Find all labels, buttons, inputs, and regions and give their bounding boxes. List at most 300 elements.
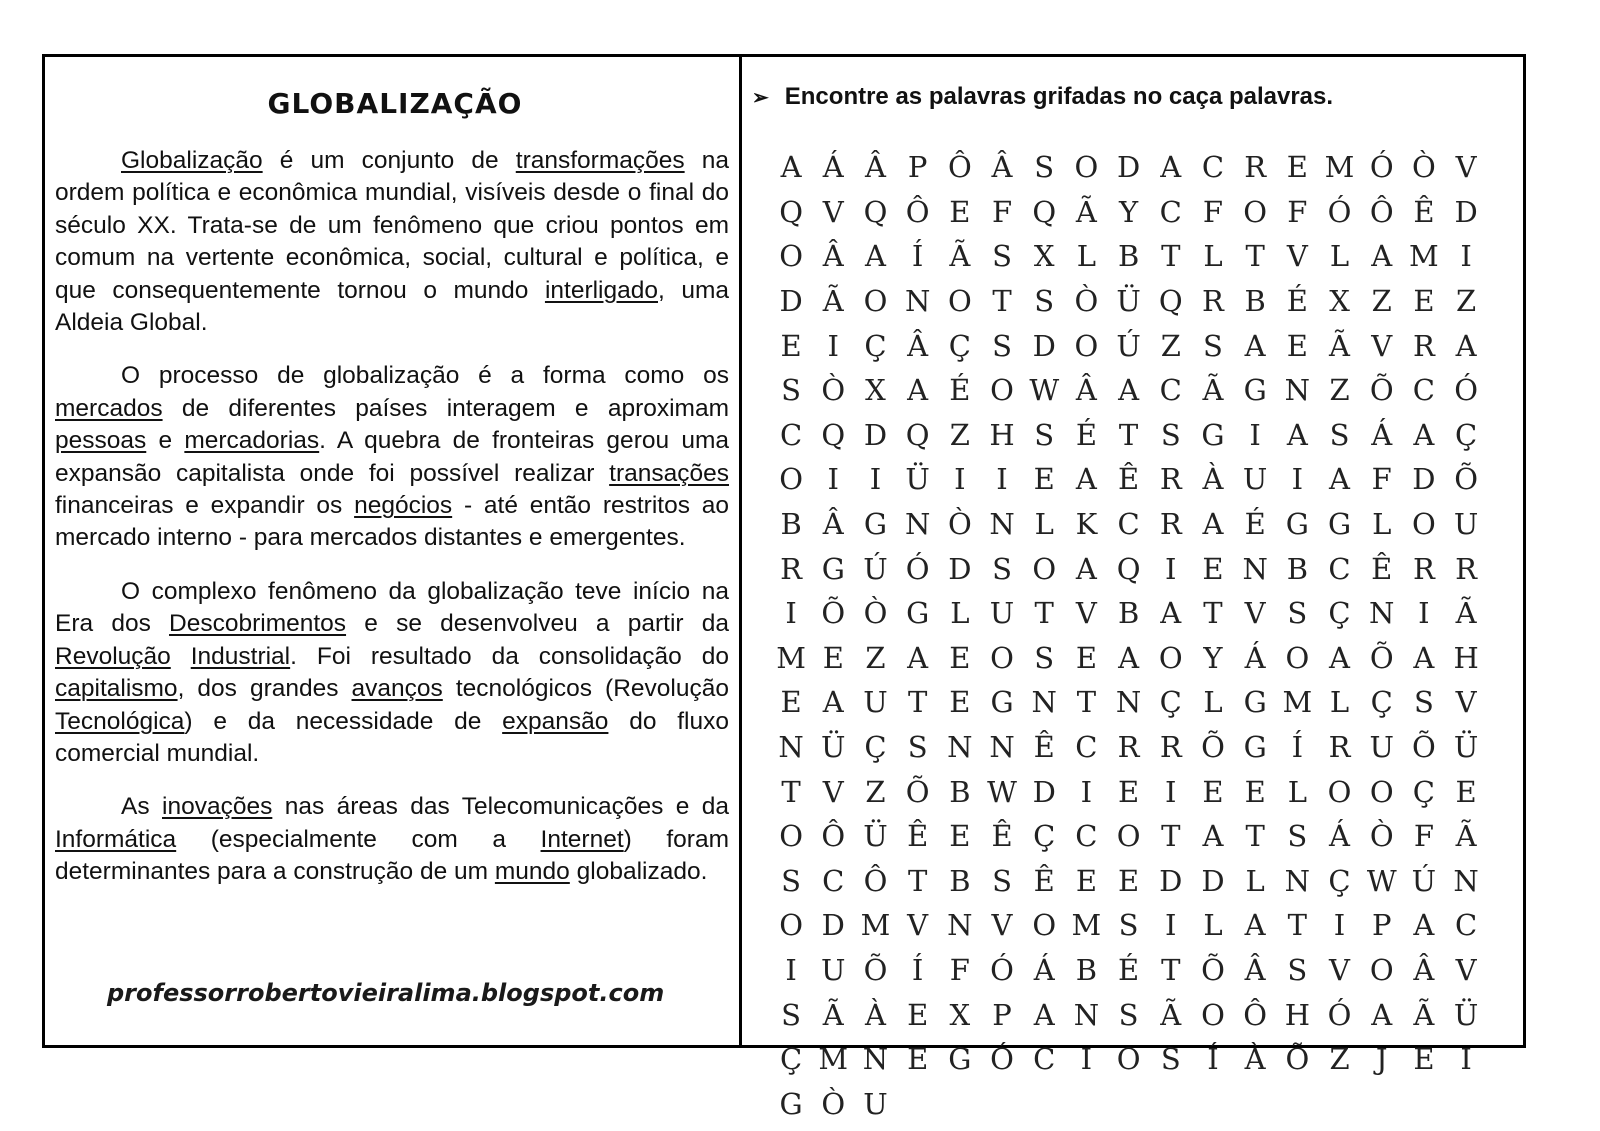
text-run: tecnológicos (Revolução [442, 675, 729, 703]
grid-letter: Z [1371, 284, 1392, 319]
grid-letter: S [1118, 908, 1139, 943]
grid-letter: A [1202, 507, 1224, 542]
grid-letter: Q [821, 417, 846, 452]
grid-letter: Z [949, 417, 970, 452]
underlined-keyword: mercadorias [184, 427, 320, 455]
grid-letter: O [779, 819, 803, 854]
grid-letter: R [1244, 150, 1267, 185]
grid-letter: A [907, 373, 929, 408]
grid-letter: A [1329, 640, 1350, 675]
grid-letter: Ô [1369, 194, 1394, 229]
grid-letter: Ã [1413, 997, 1435, 1032]
grid-letter: Ç [864, 328, 887, 363]
grid-letter: Ó [1454, 373, 1478, 408]
grid-letter: T [1076, 685, 1097, 720]
text-run: e se desenvolveu a partir da [346, 610, 729, 638]
grid-letter: T [1245, 819, 1265, 854]
grid-letter: S [781, 997, 802, 1032]
grid-letter: I [869, 462, 882, 497]
text-run: ) e da necessidade de [184, 707, 503, 735]
grid-letter: A [1244, 908, 1266, 943]
grid-letter: A [1413, 417, 1435, 452]
grid-letter: N [904, 284, 931, 319]
grid-letter: D [1032, 774, 1056, 809]
grid-letter: Ê [1413, 194, 1435, 229]
grid-letter: O [1412, 507, 1436, 542]
grid-letter: W [1366, 863, 1397, 898]
grid-letter: Õ [1285, 1042, 1310, 1077]
grid-letter: M [1409, 239, 1439, 274]
grid-letter: A [1371, 239, 1393, 274]
underlined-keyword: mercados [55, 394, 163, 422]
grid-letter: N [989, 730, 1015, 765]
grid-letter: M [818, 1042, 849, 1077]
grid-letter: I [1080, 1042, 1093, 1077]
grid-letter: É [1244, 507, 1266, 542]
grid-letter: C [1033, 1042, 1056, 1077]
grid-letter: A [1160, 596, 1182, 631]
grid-letter: M [776, 640, 806, 675]
grid-letter: Ô [905, 194, 930, 229]
grid-letter: Ç [1159, 685, 1182, 720]
grid-letter: S [781, 863, 802, 898]
grid-letter: O [990, 373, 1014, 408]
grid-letter: Ô [863, 863, 888, 898]
grid-letter: Ç [1033, 819, 1056, 854]
underlined-keyword: negócios [354, 492, 453, 520]
grid-letter: G [863, 507, 888, 542]
grid-letter: R [1117, 730, 1140, 765]
grid-letter: D [1412, 462, 1436, 497]
grid-letter: Ò [947, 507, 972, 542]
grid-letter: Õ [1369, 373, 1394, 408]
grid-letter: R [1159, 462, 1182, 497]
grid-letter: O [1327, 774, 1352, 809]
grid-letter: É [1118, 952, 1140, 987]
text-run: nas áreas das Telecomunicações e da [272, 793, 729, 821]
grid-letter: N [1453, 863, 1479, 898]
grid-letter: Z [1160, 328, 1181, 363]
grid-letter: E [1075, 863, 1097, 898]
grid-letter: Ê [1371, 551, 1393, 586]
grid-letter: L [950, 596, 970, 631]
underlined-keyword: Globalização [121, 147, 263, 174]
grid-letter: Ò [1369, 819, 1394, 854]
grid-letter: Õ [1201, 952, 1225, 987]
grid-letter: Ü [1453, 730, 1479, 765]
underlined-keyword: Revolução [55, 642, 171, 670]
grid-letter: Y [1119, 194, 1139, 229]
grid-letter: I [1460, 1042, 1472, 1077]
grid-letter: Â [991, 150, 1013, 185]
grid-letter: S [907, 730, 928, 765]
grid-letter: G [1243, 685, 1267, 720]
grid-letter: V [1329, 952, 1350, 987]
grid-letter: F [1371, 462, 1392, 497]
grid-letter: L [1203, 685, 1223, 720]
grid-letter: N [947, 908, 973, 943]
grid-letter: U [989, 596, 1015, 631]
grid-letter: N [1115, 685, 1142, 720]
grid-letter: U [1369, 730, 1394, 765]
grid-letter: Ò [1074, 284, 1099, 319]
grid-letter: O [1116, 819, 1141, 854]
grid-letter: V [1244, 596, 1266, 631]
grid-letter: S [1287, 596, 1308, 631]
grid-letter: C [1117, 507, 1140, 542]
grid-letter: U [1453, 507, 1479, 542]
grid-letter: Ã [1329, 328, 1350, 363]
grid-letter: N [1284, 373, 1311, 408]
grid-letter: P [992, 997, 1012, 1032]
grid-letter: S [1118, 997, 1139, 1032]
grid-letter: V [1371, 328, 1393, 363]
grid-letter: Ü [1453, 997, 1479, 1032]
grid-letter: N [1369, 596, 1395, 631]
grid-letter: S [1034, 284, 1055, 319]
underlined-keyword: expansão [502, 707, 609, 735]
grid-letter: E [1202, 774, 1224, 809]
grid-letter: Q [905, 417, 930, 452]
grid-letter: O [1074, 150, 1099, 185]
underlined-keyword: transformações [515, 147, 685, 174]
text-run: e [146, 427, 185, 455]
grid-letter: M [1071, 908, 1102, 943]
grid-letter: É [949, 373, 971, 408]
text-run [171, 643, 191, 670]
grid-letter: F [949, 952, 970, 987]
grid-letter: Ç [1454, 417, 1478, 452]
grid-letter: D [1201, 863, 1225, 898]
grid-letter: G [779, 1086, 803, 1121]
grid-letter: C [1159, 194, 1182, 229]
grid-letter: L [1076, 239, 1097, 274]
grid-letter: I [785, 952, 797, 987]
grid-letter: E [1075, 640, 1097, 675]
grid-letter: O [1074, 328, 1099, 363]
grid-letter: T [907, 863, 928, 898]
grid-letter: V [991, 908, 1013, 943]
grid-letter: M [1324, 150, 1355, 185]
grid-letter: N [1242, 551, 1268, 586]
grid-letter: G [1243, 730, 1267, 765]
grid-letter: S [992, 551, 1012, 586]
worksheet-frame [42, 54, 1526, 1121]
grid-letter: I [1165, 908, 1177, 943]
grid-letter: S [1287, 819, 1308, 854]
grid-letter: Â [864, 150, 886, 185]
grid-letter: D [821, 908, 845, 943]
grid-letter: Õ [1369, 640, 1394, 675]
grid-letter: D [779, 284, 803, 319]
grid-letter: Ô [821, 819, 846, 854]
grid-letter: H [1284, 997, 1310, 1032]
grid-letter: Õ [905, 774, 930, 809]
grid-letter: É [1286, 284, 1308, 319]
grid-letter: O [779, 239, 803, 274]
grid-letter: Ç [864, 730, 887, 765]
grid-letter: Á [1371, 417, 1393, 452]
grid-letter: A [1075, 462, 1097, 497]
grid-letter: Z [1456, 284, 1477, 319]
grid-letter: S [992, 328, 1012, 363]
grid-letter: S [992, 239, 1012, 274]
grid-letter: P [907, 150, 928, 185]
grid-letter: Ü [905, 462, 930, 497]
grid-letter: S [1160, 417, 1181, 452]
grid-letter: Ó [990, 1042, 1014, 1077]
grid-letter: T [1161, 952, 1181, 987]
grid-letter: N [778, 730, 804, 765]
grid-letter: L [1329, 685, 1350, 720]
grid-letter: V [822, 774, 844, 809]
grid-letter: N [862, 1042, 889, 1077]
grid-letter: X [949, 997, 971, 1032]
grid-letter: S [1034, 150, 1055, 185]
grid-letter: Õ [1454, 462, 1478, 497]
paragraph [55, 576, 729, 770]
grid-letter: T [1287, 908, 1308, 943]
grid-letter: Á [1244, 640, 1266, 675]
grid-letter: I [1165, 774, 1177, 809]
grid-letter: O [1158, 640, 1183, 675]
grid-letter: B [949, 863, 971, 898]
grid-letter: Á [1329, 819, 1350, 854]
grid-letter: S [1413, 685, 1434, 720]
grid-letter: E [822, 640, 844, 675]
grid-letter: B [1117, 596, 1140, 631]
grid-letter: E [780, 685, 802, 720]
grid-letter: I [1080, 774, 1093, 809]
grid-letter: O [1032, 551, 1057, 586]
text-run: . Foi resultado da consolidação do [290, 642, 730, 670]
grid-letter: O [779, 462, 803, 497]
grid-letter: L [1034, 507, 1054, 542]
grid-letter: I [827, 328, 840, 363]
text-run: , dos grandes [177, 675, 352, 703]
grid-letter: H [989, 417, 1015, 452]
grid-letter: I [1165, 551, 1177, 586]
grid-letter: T [781, 774, 801, 809]
grid-letter: N [1073, 997, 1100, 1032]
underlined-keyword: inovações [162, 793, 273, 821]
grid-letter: E [907, 1042, 929, 1077]
grid-letter: S [992, 863, 1012, 898]
grid-letter: A [1118, 373, 1140, 408]
arrow-bullet-icon: ➢ [752, 86, 769, 109]
grid-letter: D [1032, 328, 1056, 363]
grid-letter: E [1286, 150, 1308, 185]
grid-letter: L [1245, 863, 1265, 898]
grid-letter: Q [779, 194, 803, 229]
grid-letter: R [1412, 551, 1435, 586]
word-search-grid [770, 145, 1487, 1126]
grid-letter: E [1244, 774, 1266, 809]
grid-letter: K [1075, 507, 1098, 542]
grid-letter: W [1029, 373, 1060, 408]
grid-letter: R [1328, 730, 1351, 765]
grid-letter: O [990, 640, 1014, 675]
grid-letter: A [1033, 997, 1055, 1032]
text-run: O processo de globalização é a forma como os [121, 362, 729, 390]
grid-letter: Ò [863, 596, 888, 631]
text-run: As [121, 793, 162, 821]
grid-letter: I [996, 462, 1008, 497]
grid-letter: R [780, 551, 803, 586]
grid-letter: S [1287, 952, 1308, 987]
grid-letter: E [1286, 328, 1308, 363]
grid-letter: D [948, 551, 972, 586]
grid-letter: H [1453, 640, 1479, 675]
grid-letter: L [1203, 239, 1223, 274]
grid-letter: L [1329, 239, 1350, 274]
grid-letter: B [1075, 952, 1098, 987]
grid-letter: S [781, 373, 802, 408]
grid-letter: Ó [1369, 150, 1394, 185]
grid-letter: A [1286, 417, 1308, 452]
underlined-keyword: transações [609, 459, 729, 487]
grid-letter: O [1116, 1042, 1141, 1077]
blog-url: professorrobertovieiralima.blogspot.com [107, 979, 665, 1007]
grid-letter: Ã [1455, 819, 1477, 854]
grid-letter: X [1329, 284, 1350, 319]
grid-letter: É [1075, 417, 1097, 452]
underlined-keyword: pessoas [55, 427, 147, 455]
grid-letter: Ó [990, 952, 1014, 987]
grid-letter: V [1075, 596, 1097, 631]
grid-letter: F [991, 194, 1013, 229]
grid-letter: S [1034, 640, 1055, 675]
text-run: . A quebra de fronteiras gerou uma expansão capitalista onde foi possível realizar [55, 427, 729, 487]
grid-letter: Ú [1116, 328, 1141, 363]
puzzle-column [742, 57, 1523, 1121]
grid-letter: Ó [1327, 194, 1352, 229]
grid-letter: V [907, 908, 929, 943]
text-run: , uma Aldeia Global. [55, 276, 729, 337]
grid-letter: A [1160, 150, 1182, 185]
grid-letter: E [1118, 774, 1140, 809]
grid-letter: M [860, 908, 891, 943]
underlined-keyword: Tecnológica [55, 707, 185, 735]
grid-letter: D [863, 417, 888, 452]
grid-letter: I [785, 596, 797, 631]
grid-letter: G [1327, 507, 1352, 542]
grid-letter: L [1203, 908, 1223, 943]
grid-letter: Â [822, 507, 844, 542]
grid-letter: Q [1158, 284, 1183, 319]
grid-letter: S [1203, 328, 1223, 363]
grid-letter: O [1369, 952, 1394, 987]
grid-letter: X [1033, 239, 1055, 274]
grid-letter: Z [865, 640, 886, 675]
grid-letter: E [949, 640, 971, 675]
grid-letter: Ê [907, 819, 929, 854]
grid-letter: M [1282, 685, 1313, 720]
grid-letter: Ü [1116, 284, 1141, 319]
grid-letter: E [1413, 284, 1435, 319]
grid-letter: S [1160, 1042, 1181, 1077]
text-run: O complexo fenômeno da globalização teve início na Era dos [55, 577, 729, 638]
underlined-keyword: Internet [540, 825, 624, 853]
grid-letter: C [1075, 819, 1098, 854]
grid-letter: C [1454, 908, 1478, 943]
grid-letter: G [1201, 417, 1225, 452]
grid-letter: Í [1291, 730, 1304, 765]
grid-letter: I [1333, 908, 1346, 943]
paragraph [55, 791, 729, 888]
grid-letter: T [992, 284, 1012, 319]
grid-letter: B [1286, 551, 1308, 586]
grid-letter: Z [865, 774, 886, 809]
grid-letter: A [1371, 997, 1393, 1032]
grid-letter: À [1244, 1042, 1266, 1077]
grid-letter: Ô [1243, 997, 1268, 1032]
grid-letter: Q [1032, 194, 1057, 229]
grid-letter: C [1328, 551, 1351, 586]
underlined-keyword: Informática [55, 825, 177, 853]
grid-letter: Ô [947, 150, 972, 185]
grid-letter: Ê [1118, 462, 1140, 497]
grid-letter: C [1201, 150, 1225, 185]
grid-letter: B [780, 507, 802, 542]
grid-letter: B [1244, 284, 1266, 319]
underlined-keyword: interligado [544, 276, 658, 304]
grid-letter: Í [1207, 1042, 1219, 1077]
grid-letter: T [1161, 239, 1181, 274]
grid-letter: Ê [1033, 730, 1055, 765]
text-run: (especialmente com a [176, 825, 541, 853]
grid-letter: Q [863, 194, 888, 229]
grid-letter: A [1075, 551, 1097, 586]
grid-letter: E [1202, 551, 1224, 586]
grid-letter: C [1159, 373, 1182, 408]
grid-letter: C [1412, 373, 1435, 408]
grid-letter: Ó [1327, 997, 1352, 1032]
grid-letter: A [864, 239, 886, 274]
grid-letter: Õ [863, 952, 888, 987]
grid-letter: Ç [1370, 685, 1393, 720]
grid-letter: Ç [779, 1042, 803, 1077]
instruction-text: Encontre as palavras grifadas no caça palavras. [784, 83, 1334, 110]
grid-letter: D [1454, 194, 1478, 229]
grid-letter: Á [1033, 952, 1055, 987]
grid-letter: D [1159, 863, 1183, 898]
grid-letter: Ü [863, 819, 888, 854]
grid-letter: N [1284, 863, 1311, 898]
grid-letter: Ã [1075, 194, 1097, 229]
underlined-keyword: capitalismo [55, 675, 178, 703]
instruction [752, 83, 1333, 111]
grid-letter: E [1118, 863, 1140, 898]
grid-letter: Ã [1455, 596, 1477, 631]
grid-letter: T [907, 685, 928, 720]
grid-letter: A [780, 150, 802, 185]
grid-letter: Ã [949, 239, 971, 274]
grid-letter: R [1159, 730, 1182, 765]
grid-letter: V [1455, 150, 1477, 185]
grid-letter: U [821, 952, 846, 987]
grid-letter: R [1202, 284, 1224, 319]
text-run: financeiras e expandir os [55, 492, 355, 520]
grid-letter: Â [907, 328, 929, 363]
grid-letter: T [1034, 596, 1054, 631]
grid-letter: Ê [991, 819, 1013, 854]
grid-letter: I [1460, 239, 1472, 274]
grid-letter: U [1242, 462, 1268, 497]
text-column [55, 57, 729, 1045]
grid-letter: D [1116, 150, 1141, 185]
grid-letter: O [1285, 640, 1310, 675]
